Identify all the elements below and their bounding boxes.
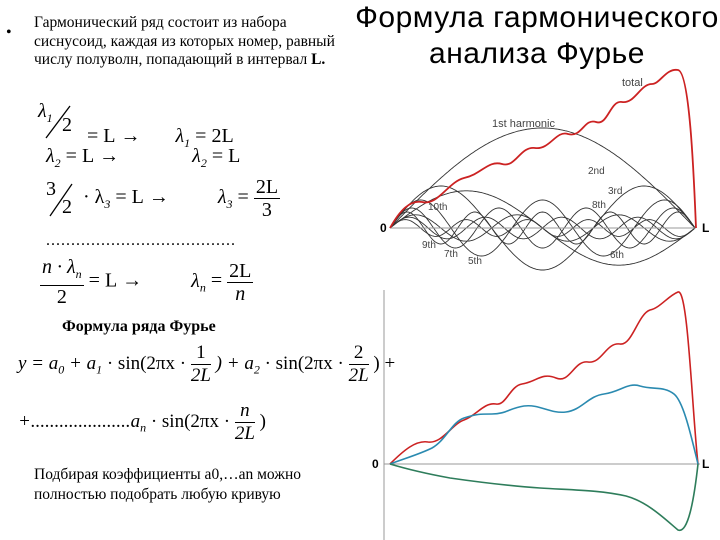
intro-bold: L. — [311, 51, 326, 68]
fraction-2-2L: $\frac{2}{2L}$ — [348, 342, 369, 386]
blue-curve — [390, 385, 698, 464]
bullet: • — [6, 24, 12, 41]
formula-row-1: $\lambda_1$ 2 = $L \to \lambda_1 = 2L$ — [38, 100, 234, 150]
green-curve — [390, 464, 698, 530]
label-2nd: 2nd — [588, 166, 605, 177]
reconstruction-graph — [360, 290, 720, 540]
formula-row-3: 3 2 · $\lambda_3 = L \to \lambda_3$ = $\frac{2L}{3}$ — [42, 176, 280, 221]
series-title: Формула ряда Фурье — [62, 318, 216, 335]
fraction-three-halves: 3 2 — [46, 177, 72, 218]
red-curve — [390, 292, 698, 464]
fraction-2L-3: $\frac{2L}{3}$ — [255, 176, 279, 221]
label-8th: 8th — [592, 200, 606, 211]
fraction-lambda1-half: $\lambda_1$ 2 — [36, 100, 76, 142]
fraction-n-2L: $\frac{n}{2L}$ — [234, 400, 255, 444]
formula-row-2: $\lambda_2 = L \to \lambda_2 = L$ — [46, 145, 241, 170]
page-title: Формула гармонического анализа Фурье — [355, 1, 719, 70]
origin-label: 0 — [380, 221, 387, 235]
intro-text: Гармонический ряд состоит из набора сиснусоид, каждая из которых номер, равный числу полуволн, попадающий в интервал — [34, 14, 335, 68]
label-5th: 5th — [468, 256, 482, 267]
origin-label-bottom: 0 — [372, 457, 379, 471]
intro-paragraph — [34, 14, 346, 70]
fraction-n-lambda: $\frac{n \cdot \lambda_n}{2}$ — [42, 256, 82, 308]
harmonic-1-curve — [390, 128, 695, 228]
label-10th: 10th — [428, 202, 448, 213]
ellipsis-dots: ...................................... — [46, 232, 236, 249]
fourier-series-line-1: $y = a_0 + a_1 \cdot \sin(2\pi x$ · $\frac{1}{2L}$ ) + $a_2 \cdot \sin(2\pi x$ · $\frac{2}{2L}$ ) + — [18, 342, 396, 386]
fraction-2L-n: $\frac{2L}{n}$ — [229, 259, 252, 305]
label-3rd: 3rd — [608, 186, 623, 197]
label-9th: 9th — [422, 240, 436, 251]
fourier-series-line-2: $+.....................a_n \cdot \sin(2\pi x$ · $\frac{n}{2L}$ ) — [18, 400, 266, 444]
L-label: L — [702, 221, 710, 235]
label-total: total — [622, 77, 643, 89]
fraction-1-2L: $\frac{1}{2L}$ — [190, 342, 211, 386]
formula-row-n: $\frac{n \cdot \lambda_n}{2}$ = $L \to \lambda_n$ = $\frac{2L}{n}$ — [42, 256, 252, 308]
conclusion-text: Подбирая коэффициенты a0,…an можно полностью подобрать любую кривую — [34, 466, 301, 503]
label-6th: 6th — [610, 250, 624, 261]
label-1st-harmonic: 1st harmonic — [492, 118, 555, 130]
harmonics-graph — [360, 60, 720, 290]
L-label-bottom: L — [702, 457, 710, 471]
label-7th: 7th — [444, 249, 458, 260]
